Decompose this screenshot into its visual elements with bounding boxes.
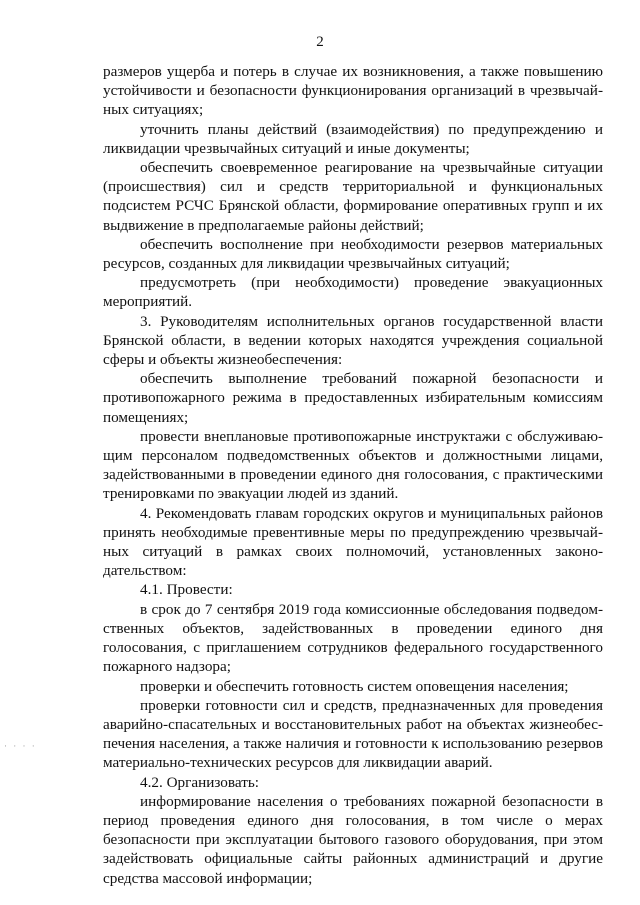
paragraph: 3. Руководителям исполнительных органов государственной власти Брянской области, в ведении которых находятся учреждения социальной сферы и объекты жизнеобеспечения:	[103, 312, 603, 369]
paragraph: проверки готовности сил и средств, предназначенных для проведения аварийно-спасательных и восстановительных работ на объектах жизнеобеспечения населения, а также наличия и готовности к использованию резервов материально-технических ресурсов для ликвидации аварий.	[103, 696, 603, 772]
paragraph: обеспечить выполнение требований пожарной безопасности и противопожарного режима в предоставленных избирательным комиссиям помещениях;	[103, 370, 603, 426]
page-number: 2	[316, 34, 324, 50]
paragraph: размеров ущерба и потерь в случае их возникновения, а также повышению устойчивости и безопасности функционирования организаций в чрезвычайных ситуациях;	[103, 63, 603, 119]
paragraph: 4.2. Организовать:	[140, 773, 259, 791]
paragraph: уточнить планы действий (взаимодействия) по предупреждению и ликвидации чрезвычайных ситуаций и иные документы;	[103, 120, 603, 157]
paragraph: обеспечить восполнение при необходимости резервов материальных ресурсов, созданных для ликвидации чрезвычайных ситуаций;	[103, 235, 603, 273]
paragraph: провести внеплановые противопожарные инструктажи с обслуживающим персоналом подведомственных объектов и должностными лицами, задействованными в проведении единого дня голосования, с практическими тренировками по эвакуации людей из зданий.	[103, 427, 603, 503]
paragraph: информирование населения о требованиях пожарной безопасности в период проведения единого дня голосования, в том числе о мерах безопасности при эксплуатации бытового газового оборудования, при этом задействовать официальные сайты районных администраций и другие средства массовой информации;	[103, 792, 603, 887]
paragraph: в срок до 7 сентября 2019 года комиссионные обследования подведомственных объектов, задействованных в проведении единого дня голосования, с приглашением сотрудников федерального государственного пожарного надзора;	[103, 600, 603, 676]
document-body	[103, 62, 603, 888]
scan-artifact: · · · ·	[4, 741, 37, 751]
paragraph: 4. Рекомендовать главам городских округов и муниципальных районов принять необходимые превентивные меры по предупреждению чрезвычайных ситуаций в рамках своих полномочий, установленных законодательством:	[103, 504, 603, 580]
paragraph: предусмотреть (при необходимости) проведение эвакуационных мероприятий.	[103, 274, 603, 311]
paragraph: 4.1. Провести:	[140, 581, 233, 599]
paragraph: обеспечить своевременное реагирование на чрезвычайные ситуации (происшествия) сил и средств территориальной и функциональных подсистем РСЧС Брянской области, формирование оперативных групп и их выдвижение в предполагаемые районы действий;	[103, 159, 603, 234]
paragraph: проверки и обеспечить готовность систем оповещения населения;	[140, 677, 569, 695]
